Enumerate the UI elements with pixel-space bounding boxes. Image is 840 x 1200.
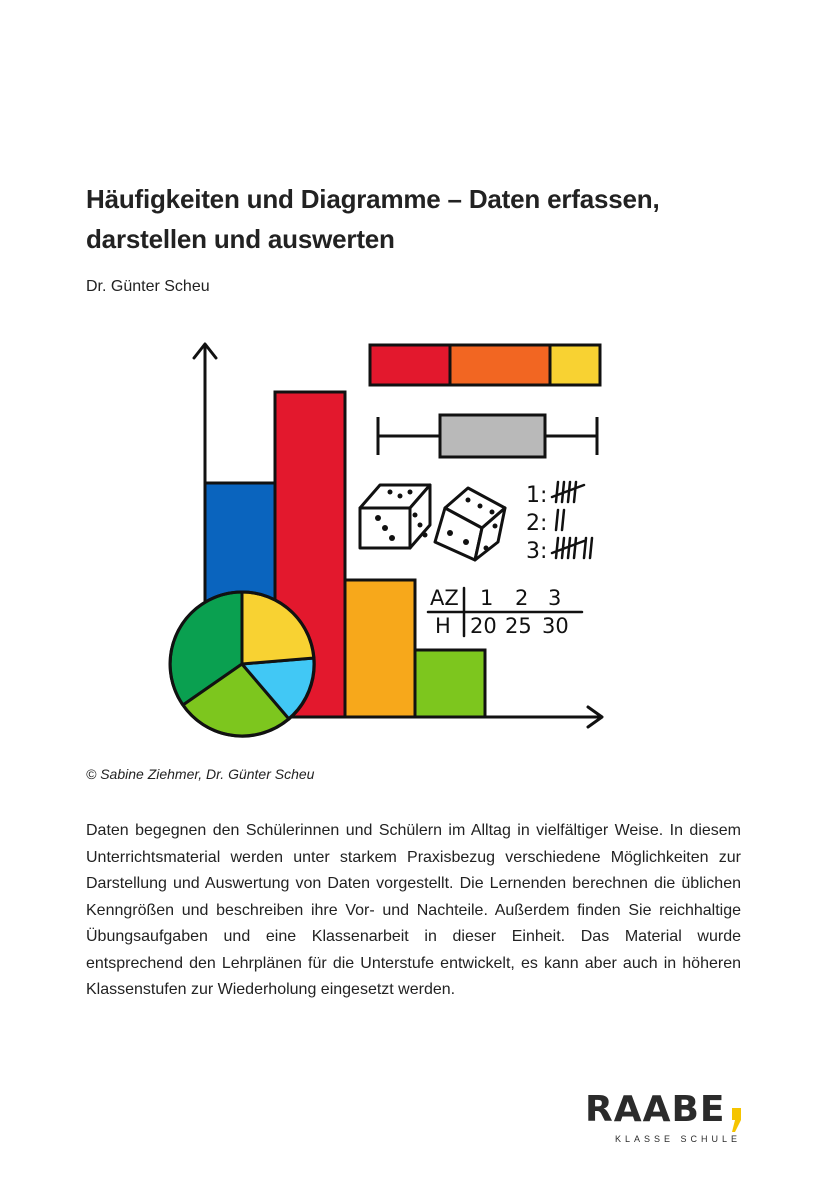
tally-label-3: 3:	[526, 539, 548, 564]
table-head-label: AZ	[430, 586, 459, 610]
table-head-1: 1	[480, 586, 494, 610]
dice-icon	[360, 485, 505, 560]
pie-chart	[170, 592, 314, 736]
logo-comma-icon	[731, 1108, 741, 1132]
statistics-illustration	[150, 330, 630, 750]
logo-wordmark: RAABE	[585, 1089, 726, 1130]
box-plot	[378, 415, 597, 457]
publisher-logo	[585, 1090, 745, 1152]
table-value-1: 20	[470, 614, 497, 638]
table-row-label: H	[435, 614, 451, 638]
tally-list	[526, 483, 547, 564]
image-credit: © Sabine Ziehmer, Dr. Günter Scheu	[86, 766, 315, 782]
table-head-2: 2	[515, 586, 529, 610]
table-value-3: 30	[542, 614, 569, 638]
page-title: Häufigkeiten und Diagramme – Daten erfassen, darstellen und auswerten	[86, 184, 660, 255]
logo-tagline: KLASSE SCHULE	[615, 1134, 742, 1144]
bar-orange	[345, 580, 415, 717]
tally-label-2: 2:	[526, 511, 548, 536]
stacked-bar-strip	[370, 345, 600, 385]
author-name: Dr. Günter Scheu	[86, 278, 210, 295]
tally-label-1: 1:	[526, 483, 548, 508]
table-head-3: 3	[548, 586, 562, 610]
bar-green	[415, 650, 485, 717]
table-value-2: 25	[505, 614, 532, 638]
tally-marks	[552, 482, 592, 558]
abstract-text: Daten begegnen den Schülerinnen und Schülern im Alltag in vielfältiger Weise. In diesem Unterrichtsmaterial werden unter starkem Praxisbezug verschiedene Möglichkeiten zur Darstellung und Auswertung von Daten vorgestellt. Die Lernenden berechnen die üblichen Kenngrößen und beschreiben ihre Vor- und Nachteile. Außerdem finden Sie reichhaltige Übungsaufgaben und eine Klassenarbeit in dieser Einheit. Das Material wurde entsprechend den Lehrplänen für die Unterstufe entwickelt, es kann aber auch in höheren Klassenstufen zur Wiederholung eingesetzt werden.	[86, 822, 741, 998]
